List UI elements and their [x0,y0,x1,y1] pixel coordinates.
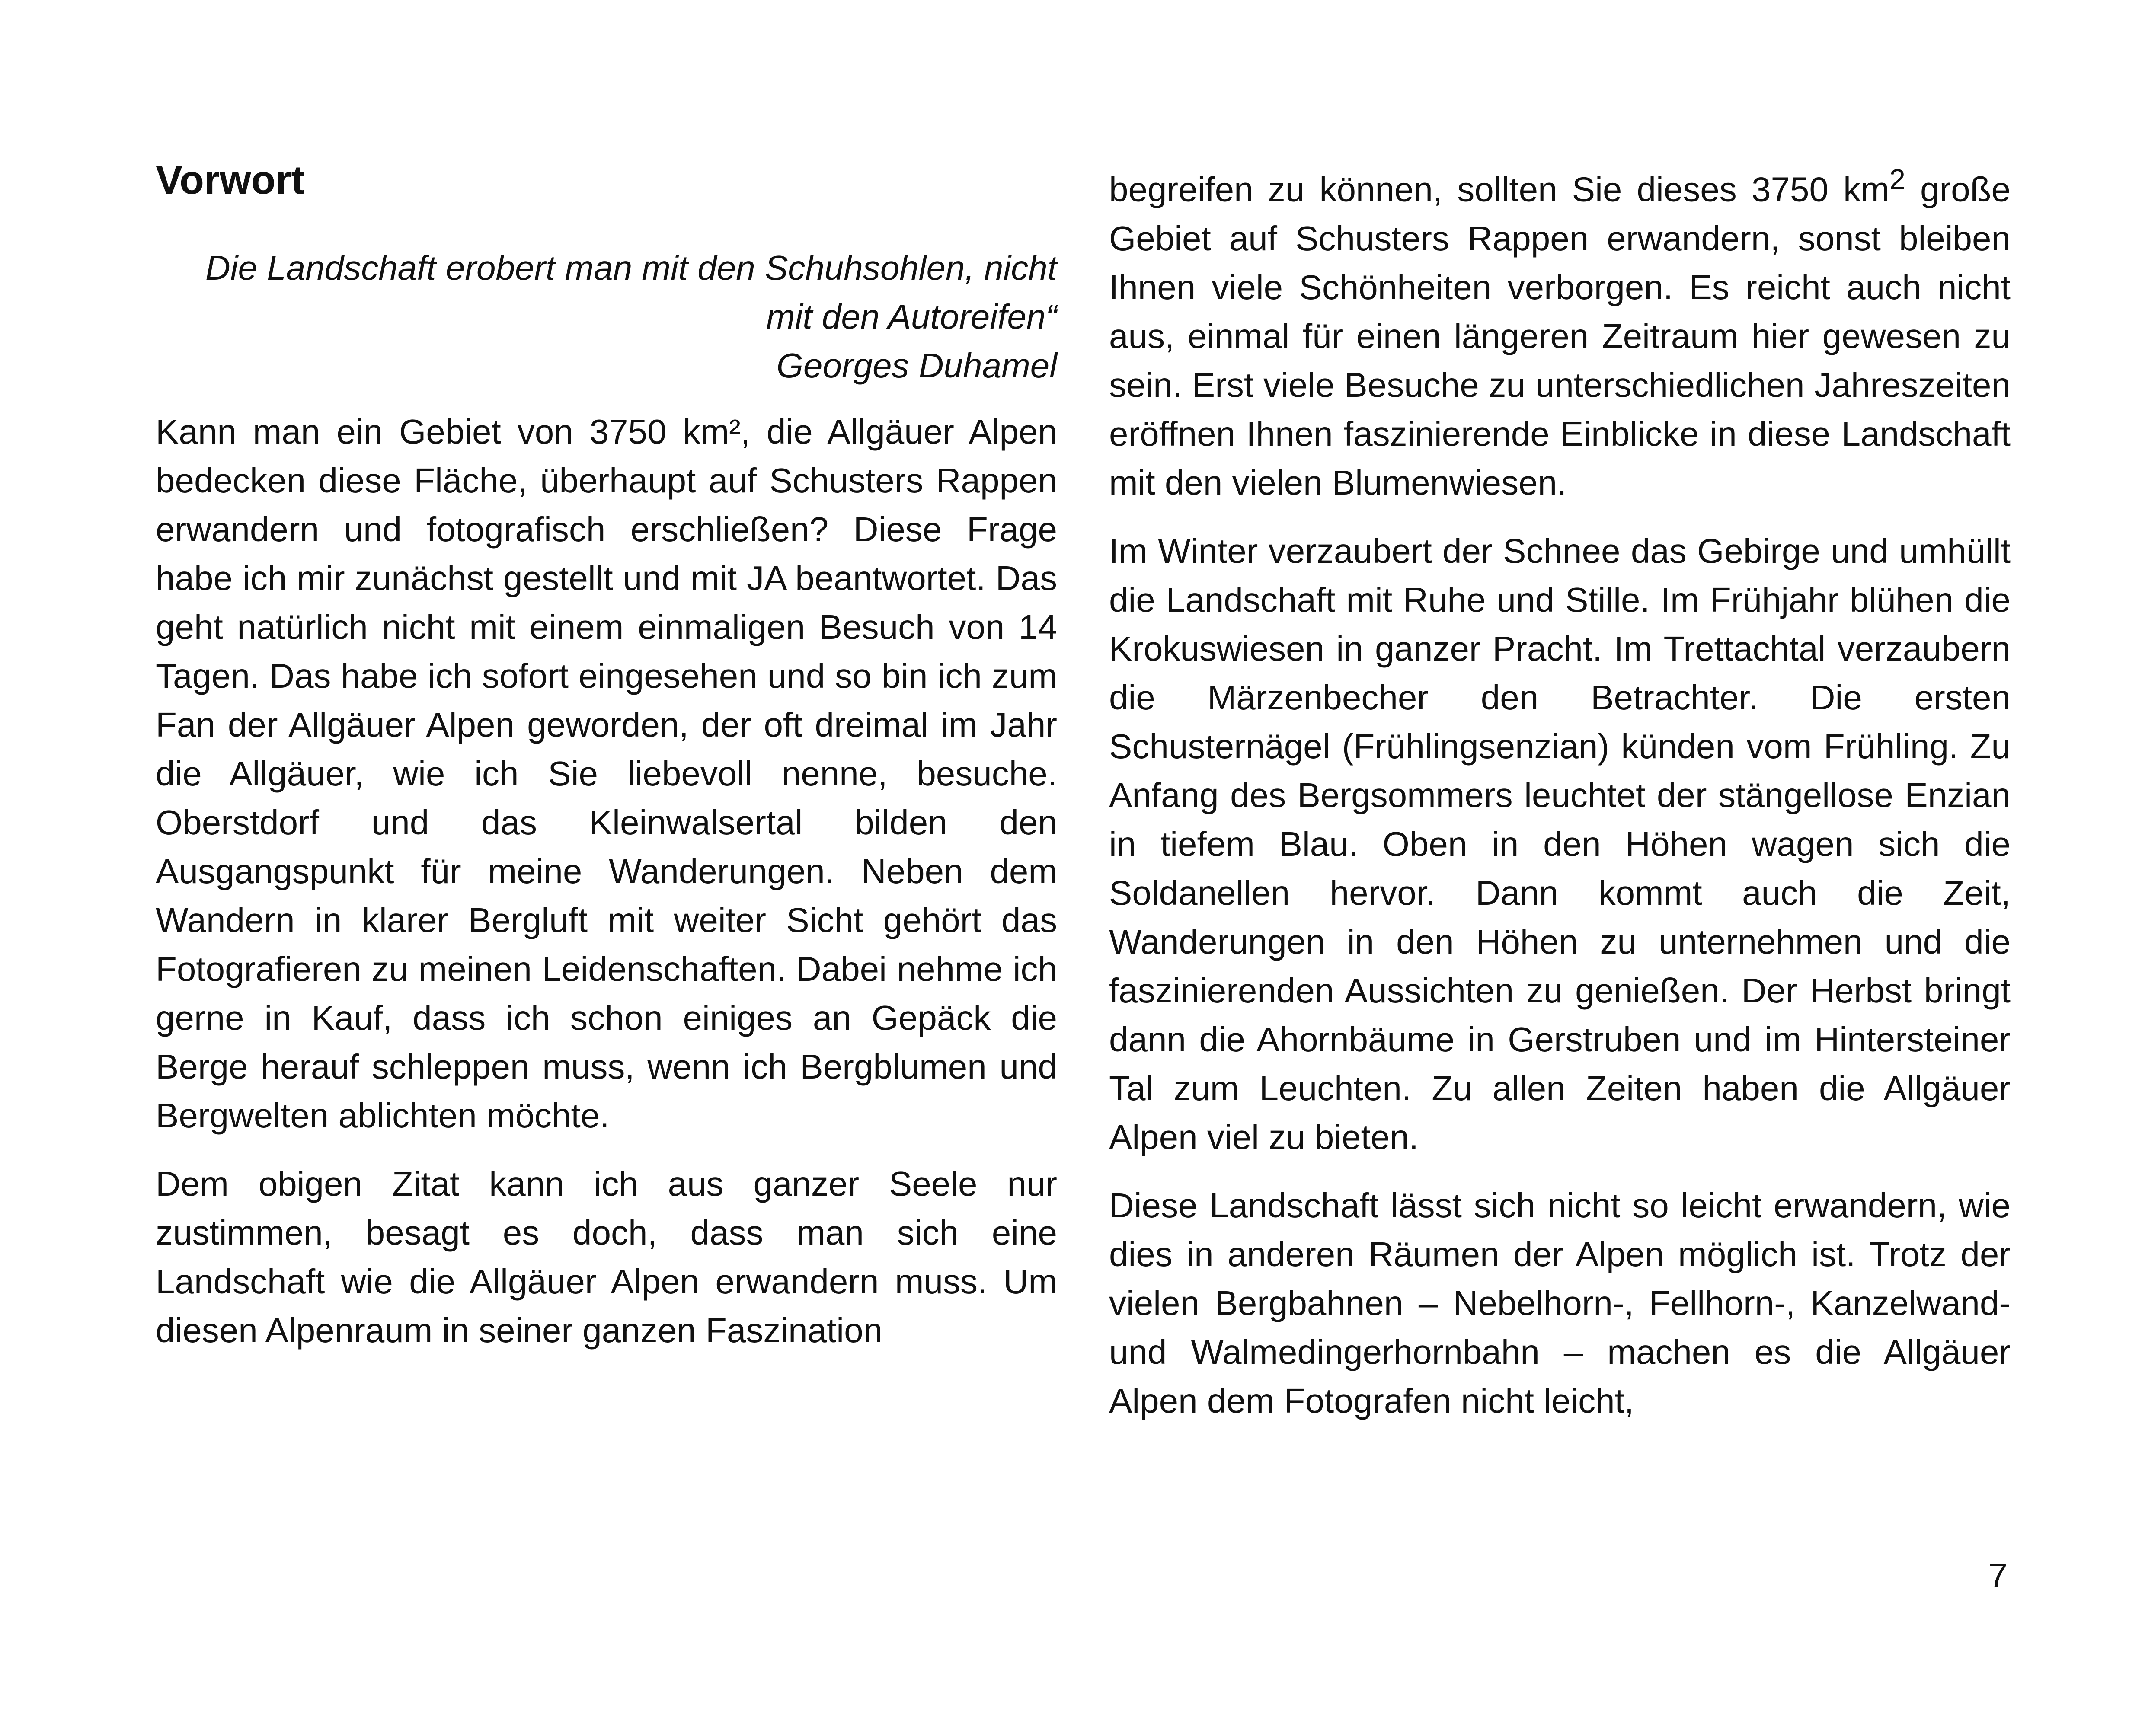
epigraph [156,243,1057,390]
paragraph: Kann man ein Gebiet von 3750 km², die Allgäuer Alpen bedecken diese Fläche, überhaupt auf Schusters Rappen erwandern und fotografisch erschließen? Diese Frage habe ich mir zunächst gestellt und mit JA beantwortet. Das geht natürlich nicht mit einem einmaligen Besuch von 14 Tagen. Das habe ich sofort eingesehen und so bin ich zum Fan der Allgäuer Alpen geworden, der oft dreimal im Jahr die Allgäuer, wie ich Sie liebevoll nenne, besuche. Oberstdorf und das Kleinwalsertal bilden den Ausgangspunkt für meine Wanderungen. Neben dem Wandern in klarer Bergluft mit weiter Sicht gehört das Fotografieren zu meinen Leidenschaften. Dabei nehme ich gerne in Kauf, dass ich schon einiges an Gepäck die Berge herauf schleppen muss, wenn ich Bergblumen und Bergwelten ablichten möchte. [156,412,1057,1135]
epigraph-quote: Die Landschaft erobert man mit den Schuhsohlen, nicht mit den Autoreifen“ [205,249,1057,336]
paragraph: Diese Landschaft lässt sich nicht so leicht erwandern, wie dies in anderen Räumen der Alpen möglich ist. Trotz der vielen Bergbahnen – Nebelhorn-, Fellhorn-, Kanzelwand- und Walmedingerhornbahn – machen es die Allgäuer Alpen dem Fotografen nicht leicht, [1109,1186,2011,1420]
page-number: 7 [1988,1556,2008,1595]
superscript: 2 [1889,164,1905,196]
paragraph: Dem obigen Zitat kann ich aus ganzer Seele nur zustimmen, besagt es doch, dass man sich eine Landschaft wie die Allgäuer Alpen erwandern muss. Um diesen Alpenraum in seiner ganzen Faszination [156,1165,1057,1350]
chapter-heading: Vorwort [156,157,305,202]
paragraph-text: große Gebiet auf Schusters Rappen erwandern, sonst bleiben Ihnen viele Schönheiten verborgen. Es reicht auch nicht aus, einmal für einen längeren Zeitraum hier gewesen zu sein. Erst viele Besuche zu unterschiedlichen Jahreszeiten eröffnen Ihnen faszinierende Einblicke in diese Landschaft mit den vielen Blumenwiesen. [1109,170,2011,502]
paragraph [1109,156,2011,507]
paragraph: Im Winter verzaubert der Schnee das Gebirge und umhüllt die Landschaft mit Ruhe und Stille. Im Frühjahr blühen die Krokuswiesen in ganzer Pracht. Im Trettachtal verzaubern die Märzenbecher den Betrachter. Die ersten Schusternägel (Frühlingsenzian) künden vom Frühling. Zu Anfang des Bergsommers leuchtet der stängellose Enzian in tiefem Blau. Oben in den Höhen wagen sich die Soldanellen hervor. Dann kommt auch die Zeit, Wanderungen in den Höhen zu unternehmen und die faszinierenden Aussichten zu genießen. Der Herbst bringt dann die Ahornbäume in Gerstruben und im Hintersteiner Tal zum Leuchten. Zu allen Zeiten haben die Allgäuer Alpen viel zu bieten. [1109,531,2011,1156]
right-column [1109,156,2011,1425]
paragraph-text: begreifen zu können, sollten Sie dieses 3750 km [1109,170,1889,209]
left-column [156,156,1057,1355]
epigraph-author: Georges Duhamel [776,346,1057,385]
